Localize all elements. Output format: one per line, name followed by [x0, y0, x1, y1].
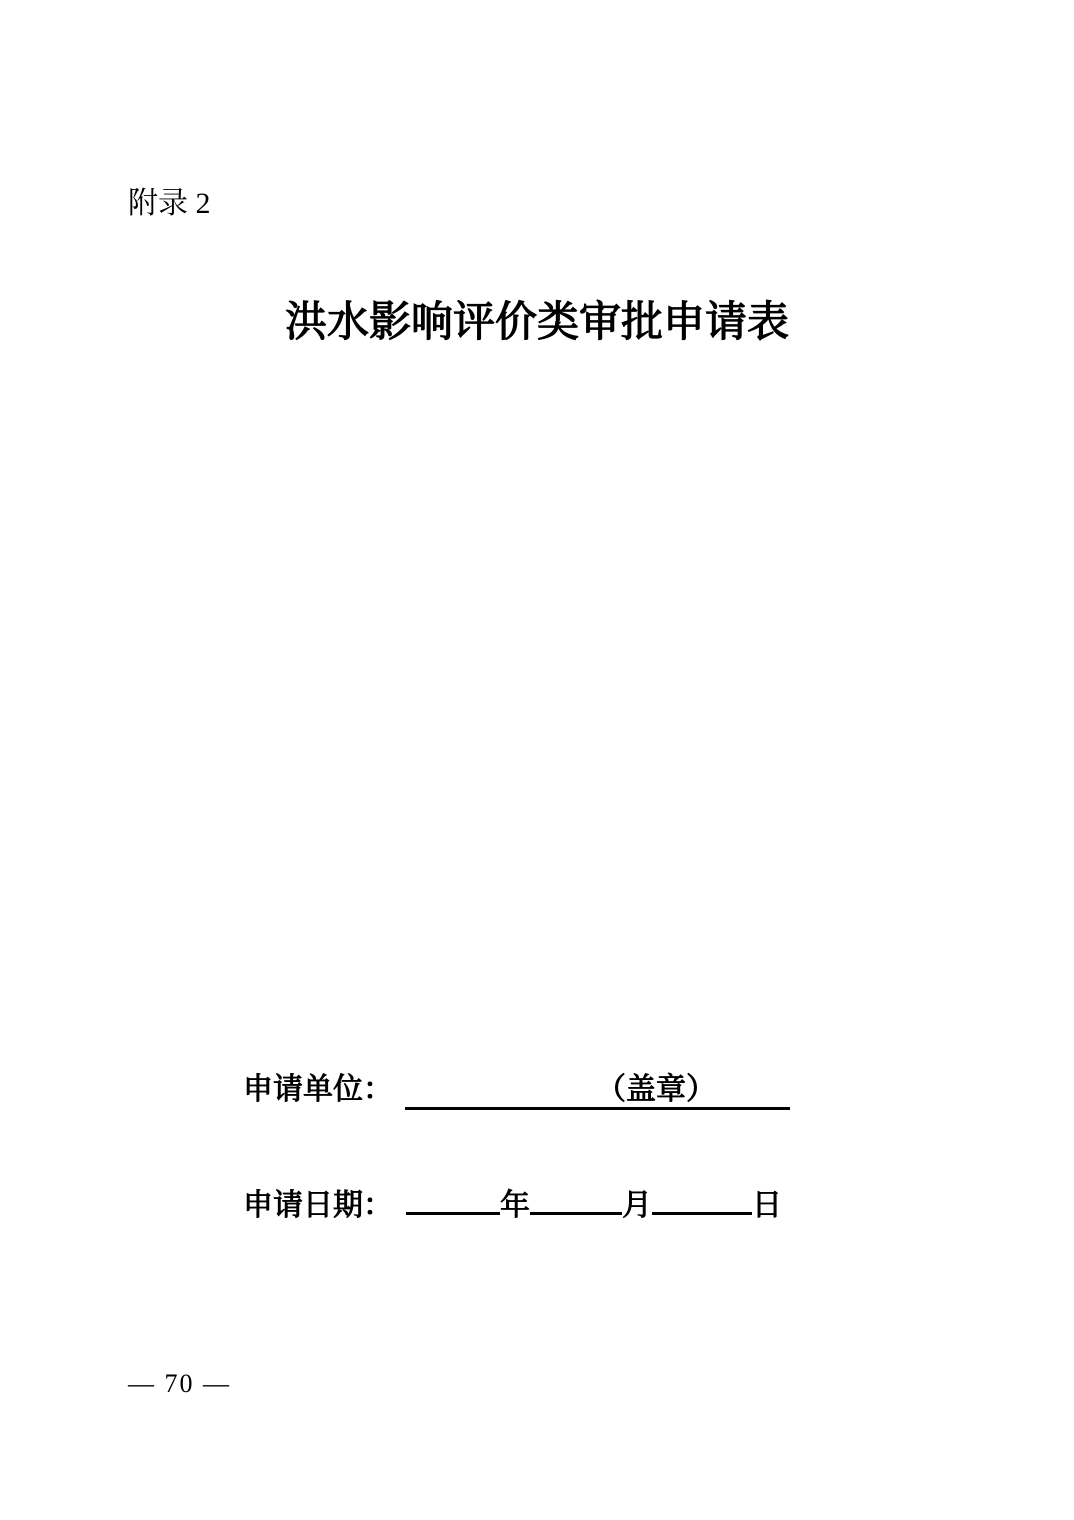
date-day-blank	[652, 1208, 752, 1215]
applicant-line	[243, 1073, 790, 1110]
applicant-fill-line	[405, 1073, 790, 1110]
applicant-label: 申请单位：	[243, 1073, 393, 1106]
date-year-blank	[406, 1208, 500, 1215]
date-label: 申请日期：	[243, 1189, 393, 1222]
date-month-label: 月	[622, 1189, 652, 1222]
page-number: — 70 —	[128, 1369, 231, 1398]
date-month-blank	[530, 1208, 622, 1215]
date-day-label: 日	[752, 1189, 782, 1222]
seal-note: （盖章）	[596, 1073, 716, 1106]
date-line	[243, 1189, 782, 1223]
appendix-label: 附录 2	[128, 187, 211, 220]
date-year-label: 年	[500, 1189, 530, 1222]
document-title: 洪水影响评价类审批申请表	[284, 300, 789, 346]
